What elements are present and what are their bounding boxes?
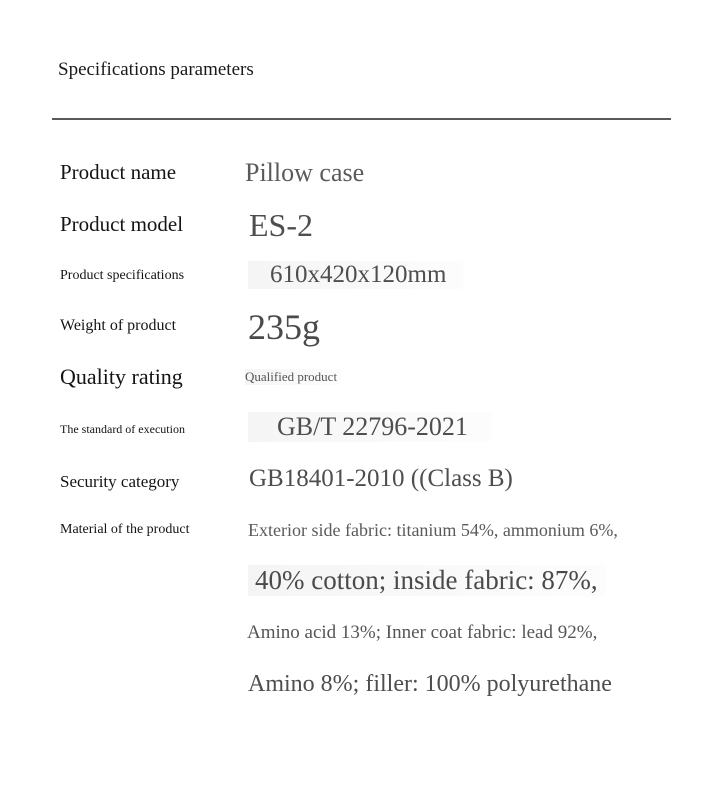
spec-value-material-line: Exterior side fabric: titanium 54%, ammonium 6%, xyxy=(248,520,618,540)
spec-value-weight: 235g xyxy=(248,307,320,347)
spec-label-security-category: Security category xyxy=(60,472,180,491)
spec-label-weight: Weight of product xyxy=(60,317,177,334)
title-divider xyxy=(52,118,671,120)
spec-label-quality-rating: Quality rating xyxy=(60,364,183,389)
spec-value-product-model: ES-2 xyxy=(249,207,313,243)
spec-label-product-specifications: Product specifications xyxy=(60,268,185,283)
spec-label-product-model: Product model xyxy=(60,212,184,236)
spec-value-product-specifications: 610x420x120mm xyxy=(248,261,464,289)
spec-value-material-line: Amino 8%; filler: 100% polyurethane xyxy=(248,671,612,697)
spec-value-security-category: GB18401-2010 ((Class B) xyxy=(249,465,513,492)
spec-label-product-name: Product name xyxy=(60,160,177,184)
spec-value-standard: GB/T 22796-2021 xyxy=(248,412,492,442)
spec-label-standard: The standard of execution xyxy=(60,422,185,436)
spec-value-quality-rating: Qualified product xyxy=(245,369,341,385)
spec-value-product-name: Pillow case xyxy=(245,158,365,187)
spec-label-material: Material of the product xyxy=(60,522,190,537)
spec-value-material-line: Amino acid 13%; Inner coat fabric: lead 92%, xyxy=(247,622,598,643)
section-title: Specifications parameters xyxy=(58,59,254,80)
spec-value-material-line: 40% cotton; inside fabric: 87%, xyxy=(248,565,606,596)
